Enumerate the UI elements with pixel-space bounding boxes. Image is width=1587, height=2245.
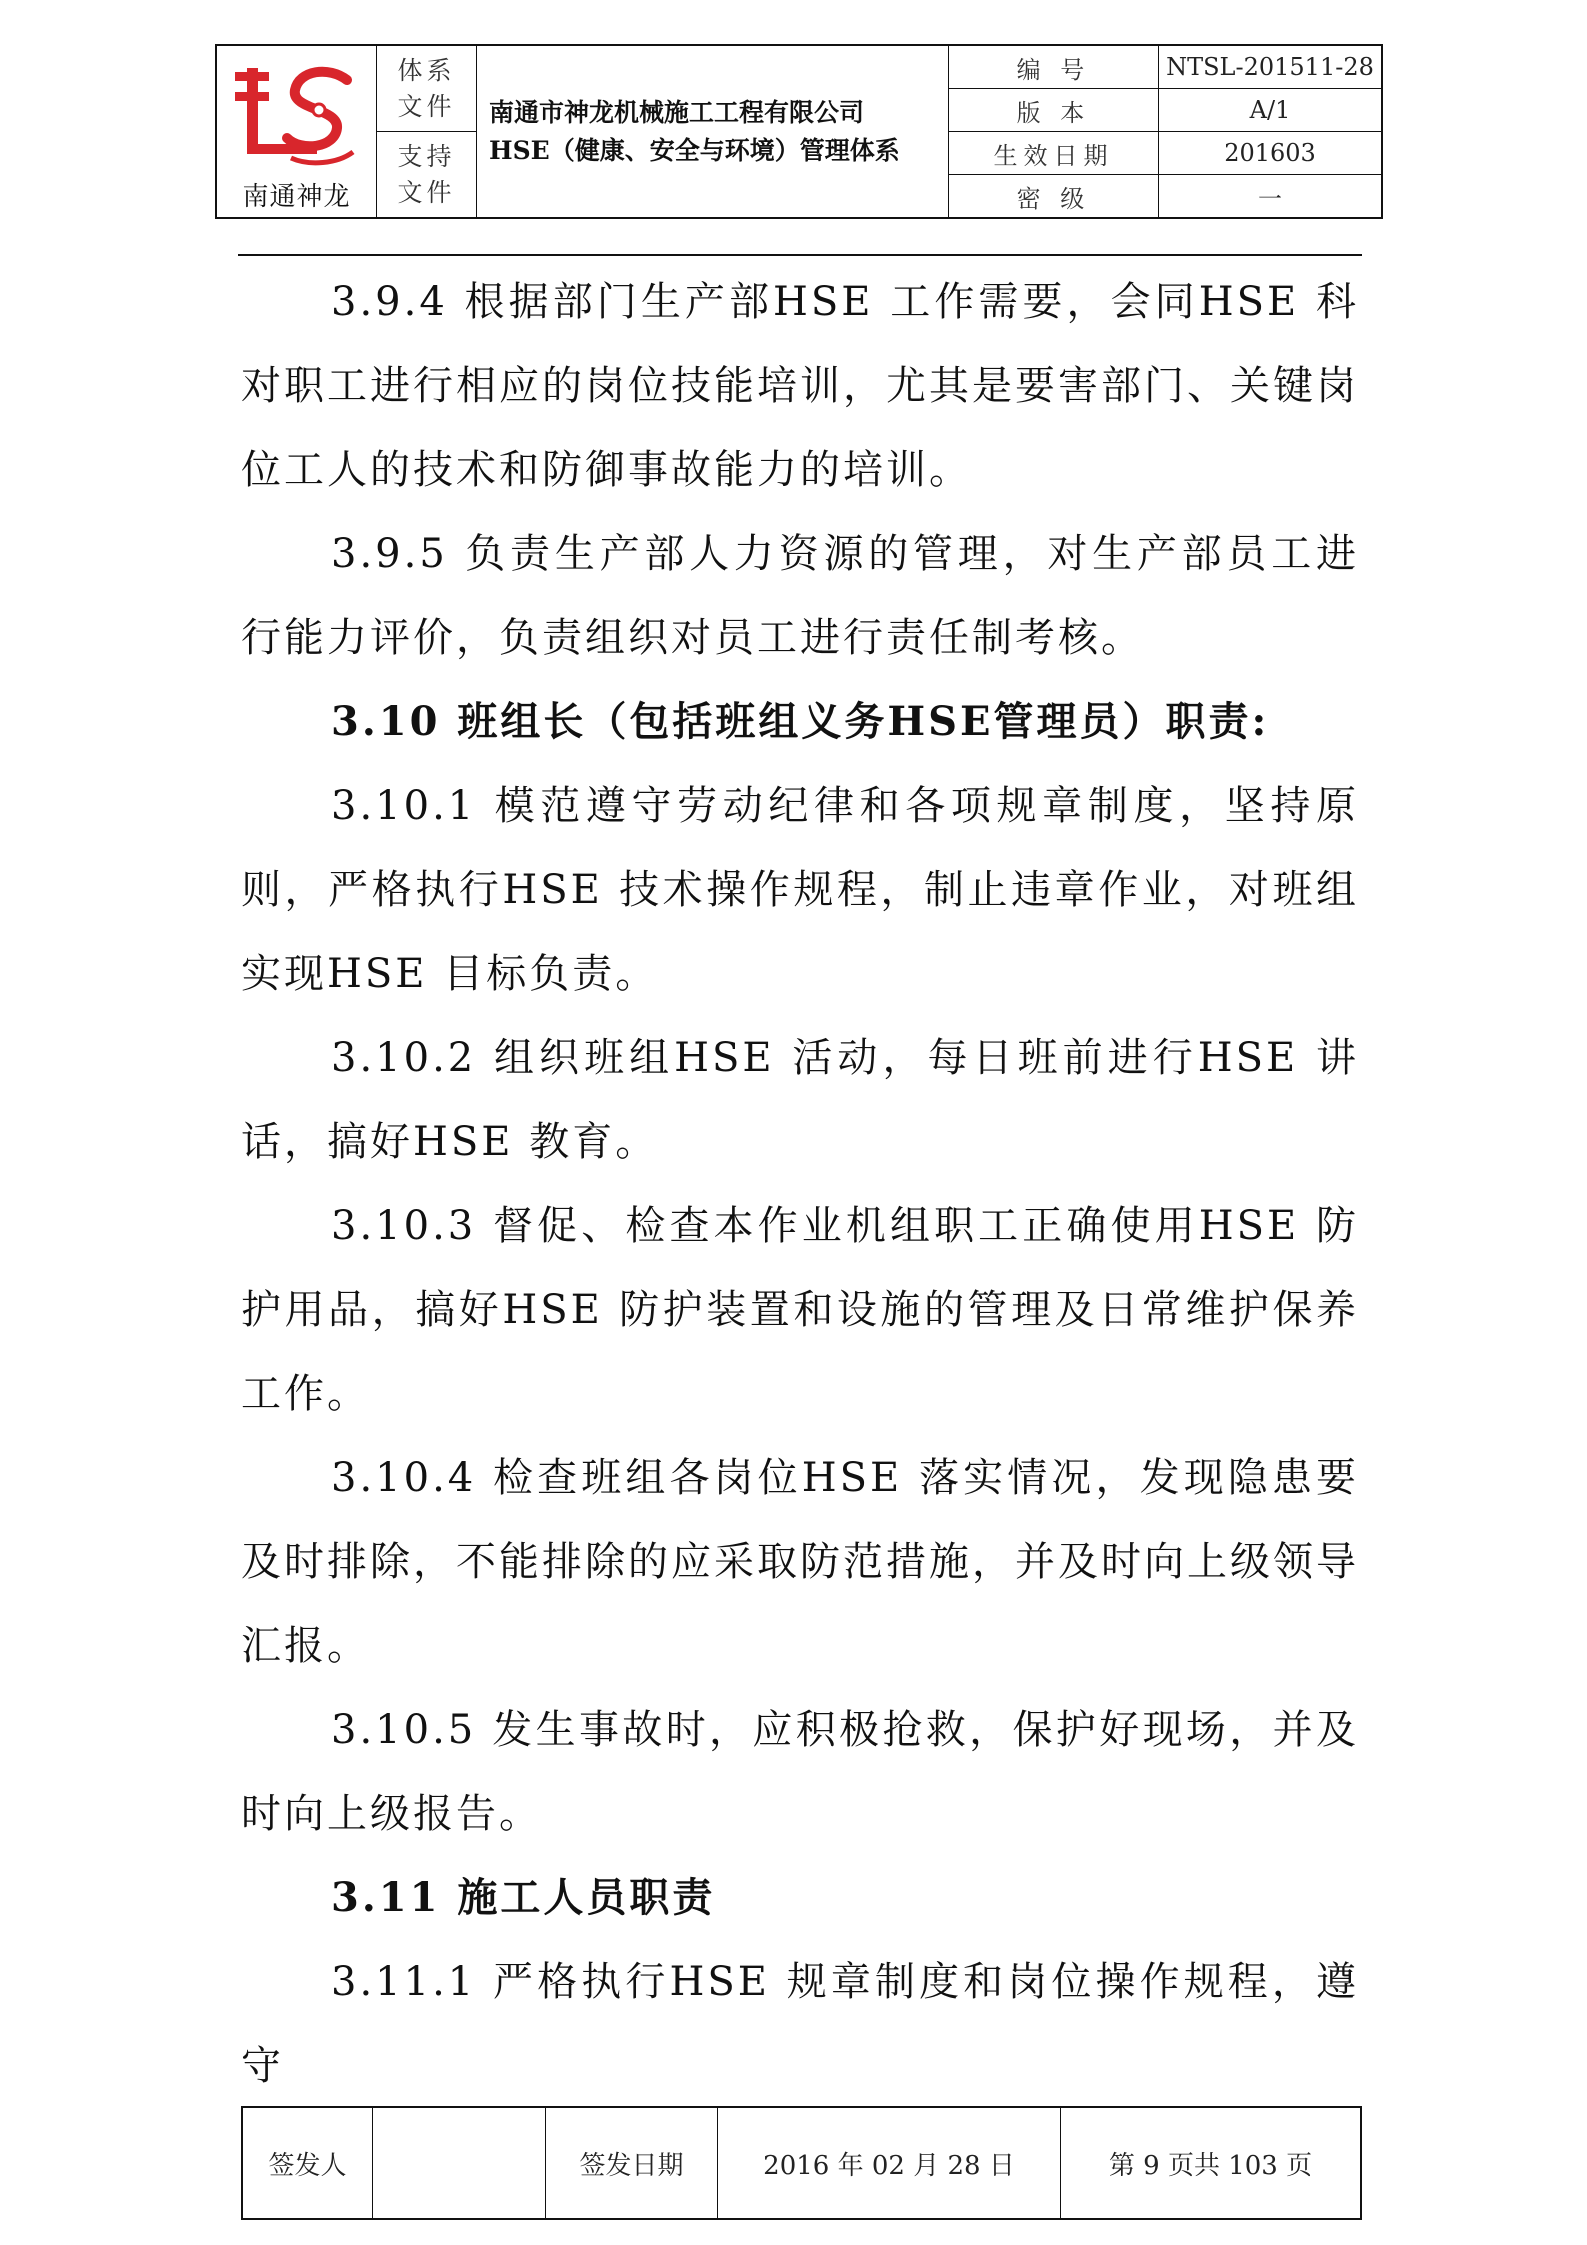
document-body — [241, 260, 1359, 2108]
doc-type-label: 体系 — [397, 55, 456, 85]
doc-type-label: 文件 — [397, 91, 456, 121]
paragraph-3-10-2: 3.10.2 组织班组HSE 活动，每日班前进行HSE 讲话，搞好HSE 教育。 — [241, 1035, 1359, 1165]
paragraph-3-10-3: 3.10.3 督促、检查本作业机组职工正确使用HSE 防护用品，搞好HSE 防护装置和设施的管理及日常维护保养工作。 — [241, 1203, 1359, 1417]
paragraph-3-10-5: 3.10.5 发生事故时，应积极抢救，保护好现场，并及时向上级报告。 — [241, 1707, 1359, 1837]
company-short-name: 南通神龙 — [242, 182, 351, 212]
meta-value: A/1 — [1249, 96, 1291, 124]
paragraph-3-11-1: 3.11.1 严格执行HSE 规章制度和岗位操作规程，遵守 — [241, 1959, 1359, 2089]
issue-date-value: 2016 年 02 月 28 日 — [718, 2108, 1061, 2218]
doc-type-label: 文件 — [397, 177, 456, 207]
system-document-cell — [377, 46, 476, 131]
paragraph-3-10-1: 3.10.1 模范遵守劳动纪律和各项规章制度，坚持原则，严格执行HSE 技术操作规程，制止违章作业，对班组实现HSE 目标负责。 — [241, 783, 1359, 997]
header-divider — [238, 254, 1362, 256]
document-header — [215, 44, 1383, 219]
paragraph-3-9-5: 3.9.5 负责生产部人力资源的管理，对生产部员工进行能力评价，负责组织对员工进行责任制考核。 — [241, 531, 1359, 661]
meta-key: 编 号 — [949, 46, 1159, 88]
company-full-name: 南通市神龙机械施工工程有限公司 — [489, 97, 865, 127]
paragraph-3-9-4: 3.9.4 根据部门生产部HSE 工作需要，会同HSE 科对职工进行相应的岗位技能培训，尤其是要害部门、关键岗位工人的技术和防御事故能力的培训。 — [241, 279, 1359, 493]
issuer-label: 签发人 — [243, 2108, 373, 2218]
document-footer — [241, 2106, 1362, 2220]
meta-key: 版 本 — [949, 89, 1159, 131]
support-document-cell — [377, 131, 476, 217]
meta-value: NTSL-201511-28 — [1166, 53, 1374, 81]
page-number: 第 9 页共 103 页 — [1108, 2150, 1313, 2181]
meta-row-number — [949, 46, 1381, 88]
section-heading-3-10: 3.10 班组长（包括班组义务HSE管理员）职责: — [331, 698, 1270, 745]
meta-row-version — [949, 88, 1381, 131]
shenlong-logo-icon — [229, 58, 364, 173]
issue-date-label: 签发日期 — [546, 2108, 718, 2218]
issuer-value — [373, 2108, 546, 2218]
doc-type-label: 支持 — [397, 141, 456, 171]
meta-value: 201603 — [1224, 139, 1316, 167]
system-name: HSE（健康、安全与环境）管理体系 — [489, 135, 900, 165]
paragraph-3-10-4: 3.10.4 检查班组各岗位HSE 落实情况，发现隐患要及时排除，不能排除的应采取防范措施，并及时向上级领导汇报。 — [241, 1455, 1359, 1669]
meta-row-effective-date — [949, 131, 1381, 174]
document-meta-table — [949, 46, 1381, 217]
meta-key: 密 级 — [949, 175, 1159, 217]
document-title — [477, 46, 949, 217]
company-logo — [217, 46, 377, 217]
meta-value: 一 — [1258, 184, 1282, 213]
meta-row-security-level — [949, 174, 1381, 217]
meta-key: 生效日期 — [949, 132, 1159, 174]
section-heading-3-11: 3.11 施工人员职责 — [331, 1874, 716, 1921]
doc-type-column — [377, 46, 477, 217]
